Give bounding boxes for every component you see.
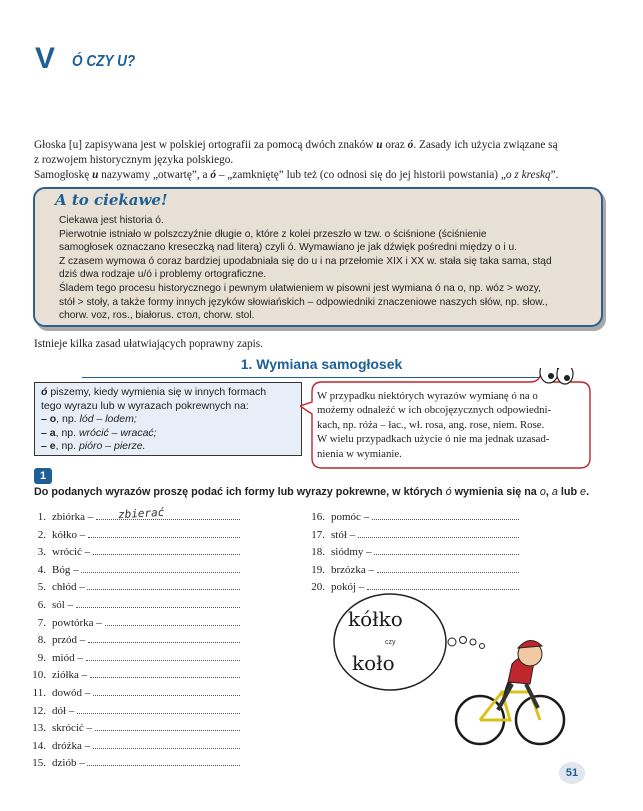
exercise-item — [26, 632, 240, 646]
word-czy: czy — [385, 639, 396, 646]
exercise-item — [26, 738, 240, 752]
item-word: miód – — [52, 651, 86, 664]
answer-line[interactable] — [93, 738, 240, 749]
intro-text: o z kreską — [505, 169, 551, 181]
rule-text: , np. — [55, 440, 79, 453]
intro-text: ”. — [550, 169, 559, 181]
intro-text: z rozwojem historycznym języka polskiego. — [34, 154, 234, 166]
item-word: siódmy – — [331, 546, 375, 559]
answer-line[interactable] — [367, 579, 519, 590]
item-number: 13. — [32, 722, 46, 735]
item-word: dróżka – — [52, 739, 93, 752]
exercise-item — [305, 509, 519, 523]
instr-letter: ó — [445, 486, 452, 498]
exercise-item — [26, 755, 240, 769]
item-word: dół – — [52, 704, 78, 717]
item-number: 12. — [32, 704, 46, 717]
answer-line[interactable] — [377, 562, 519, 573]
letter-u: u — [376, 139, 383, 151]
exercise-item — [26, 597, 240, 611]
item-word: sól – — [52, 599, 76, 611]
callout-line: dziś dwa rodzaje u/ó i problemy ortograficzne. — [59, 269, 267, 281]
answer-line[interactable] — [88, 632, 240, 643]
bubble-line: możemy odnaleźć w ich obcojęzycznych odpowiedni- — [317, 404, 552, 417]
instr-letter: o — [539, 486, 546, 498]
callout-line: Pierwotnie istniało w polszczyźnie długie o, które z kolei przeszło w tzw. o ściśnione (ściśnienie — [59, 228, 487, 240]
item-word: ziółka – — [52, 669, 90, 682]
item-word: brzózka – — [331, 563, 377, 576]
item-word: chłód – — [52, 581, 88, 594]
rule-example: pióro – pierze. — [78, 440, 146, 453]
instr-letter: a — [551, 486, 558, 498]
section-heading: 1. Wymiana samogłosek — [240, 356, 403, 372]
callout-line: Ciekawa jest historia ó. — [59, 215, 164, 226]
item-word: stół – — [331, 528, 358, 541]
rule-text: tego wyrazu lub w wyrazach pokrewnych na: — [41, 399, 249, 412]
rule-example: lód – lodem; — [79, 413, 137, 426]
intro-text: . Zasady ich użycia związane są — [413, 139, 558, 151]
letter-u: u — [92, 169, 99, 181]
answer-line[interactable] — [76, 597, 240, 608]
answer-line[interactable] — [93, 544, 240, 555]
item-word: powtórka – — [52, 616, 105, 629]
item-number: 7. — [37, 616, 46, 629]
exercise-item — [26, 562, 240, 576]
rule-example: wrócić – wracać; — [78, 426, 157, 439]
answer-line[interactable] — [374, 544, 519, 555]
word-kolo: koło — [352, 651, 395, 675]
exercise-item — [26, 703, 240, 717]
intro-text: – „zamkniętę” lub też (co odnosi się do jej historii powstania) „ — [216, 169, 506, 181]
item-number: 10. — [32, 669, 46, 682]
cyclist-icon — [456, 640, 564, 744]
answer-line[interactable] — [86, 650, 240, 661]
item-number: 2. — [37, 528, 46, 541]
chapter-letter: V — [35, 42, 56, 75]
answer-line[interactable] — [93, 685, 240, 696]
item-word: dziób – — [52, 757, 88, 770]
answer-line[interactable] — [88, 527, 240, 538]
letter-o: ó — [407, 139, 414, 151]
instr-text: wymienia się na — [451, 486, 540, 498]
item-number: 14. — [32, 739, 46, 752]
item-number: 19. — [311, 563, 325, 576]
item-number: 11. — [32, 687, 46, 699]
rule-text: piszemy, kiedy wymienia się w innych formach — [47, 386, 267, 398]
item-number: 5. — [37, 581, 46, 594]
exercise-item — [26, 667, 240, 681]
answer-line[interactable] — [95, 720, 240, 731]
answer-line[interactable] — [87, 755, 240, 766]
item-word: Bóg – — [52, 563, 82, 576]
item-number: 17. — [311, 528, 325, 541]
instr-text: , — [545, 486, 552, 498]
bubble-line: kach, np. róża – łac., wł. rosa, ang. rose, niem. Rose. — [317, 418, 545, 431]
exercise-item — [26, 615, 240, 629]
item-number: 16. — [311, 511, 325, 523]
exercise-item — [305, 562, 519, 576]
exercise-item — [305, 544, 519, 558]
answer-line[interactable] — [77, 703, 240, 714]
rules-intro: Istnieje kilka zasad ułatwiających poprawny zapis. — [34, 338, 263, 350]
item-word: skrócić – — [52, 722, 95, 735]
rule-letter: ó — [41, 386, 48, 398]
bubble-line: nienia w wymianie. — [317, 447, 402, 460]
item-word: zbiórka – — [52, 511, 96, 523]
callout-line: stół > stoły, a także formy innych języków słowiańskich – odpowiedniki znaczeniowe naszych słów, np. słow., — [59, 296, 548, 308]
rule-text: , np. — [56, 413, 80, 426]
rule-vowel: – e — [41, 440, 56, 453]
rule-text: , np. — [55, 426, 79, 439]
callout-line: samogłosek oznaczano kreseczką nad literą) czyli ó. Wymawiano je jak dźwięk pośredni między o i u. — [59, 242, 517, 254]
exercise-item — [26, 685, 240, 699]
rule-vowel: – o — [41, 413, 57, 426]
letter-o: ó — [210, 169, 216, 181]
bubble-line: W przypadku niektórych wyrazów wymianę ó na o — [317, 390, 538, 402]
exercise-number: 1 — [34, 468, 52, 484]
intro-text: oraz — [382, 139, 408, 151]
answer-line[interactable] — [81, 562, 240, 573]
item-number: 1. — [37, 511, 46, 523]
rule-box — [34, 382, 302, 456]
item-number: 9. — [37, 651, 46, 664]
callout-line: Śladem tego procesu historycznego i pewnym ułatwieniem w pisowni jest wymiana ó na o, np. wóz > wozy, — [59, 282, 541, 294]
exercise-item — [26, 720, 240, 734]
item-word: kółko – — [52, 528, 89, 541]
intro-text: Samogłoskę — [34, 169, 93, 181]
instr-letter: e — [580, 486, 587, 498]
answer-line[interactable] — [358, 527, 519, 538]
callout-body — [59, 214, 589, 323]
exercise-item — [26, 544, 240, 558]
bubble-line: W wielu przypadkach użycie ó nie ma jednak uzasad- — [317, 433, 550, 446]
intro-text: Głoska [u] zapisywana jest w polskiej ortografii za pomocą dwóch znaków — [34, 139, 377, 151]
rule-vowel: – a — [41, 426, 56, 439]
item-number: 20. — [311, 581, 325, 594]
cyclist-illustration — [330, 592, 600, 754]
item-word: pomóc – — [331, 511, 372, 523]
exercise-item — [26, 527, 240, 541]
handwritten-answer: zbierać — [117, 505, 165, 522]
answer-line[interactable] — [90, 667, 240, 678]
page-number: 51 — [559, 762, 585, 784]
instr-text: Do podanych wyrazów proszę podać ich formy lub wyrazy pokrewne, w których — [34, 486, 446, 498]
exercise-item — [26, 650, 240, 664]
callout-line: chorw. voz, ros., białorus. стол, chorw. stol. — [59, 310, 255, 322]
callout-line: Z czasem wymowa ó coraz bardziej upodabniała się do u i na przełomie XIX i XX w. stała się taka sama, stąd — [59, 255, 552, 267]
intro-text: nazywamy „otwartę”, a — [98, 169, 211, 181]
answer-line[interactable] — [372, 509, 519, 520]
fun-fact-callout — [33, 187, 603, 327]
bubble-text — [317, 389, 582, 461]
intro-paragraph — [34, 138, 594, 183]
answer-line[interactable] — [105, 615, 240, 626]
word-kolko: kółko — [348, 607, 403, 631]
answer-line[interactable] — [87, 579, 240, 590]
item-number: 18. — [311, 546, 325, 559]
chapter-title: Ó CZY U? — [72, 53, 136, 70]
item-number: 6. — [37, 599, 46, 611]
item-number: 15. — [32, 757, 46, 770]
item-number: 8. — [37, 634, 46, 647]
exercise-item — [26, 579, 240, 593]
item-word: przód – — [52, 634, 89, 647]
instr-text: . — [586, 486, 590, 498]
item-number: 3. — [37, 546, 46, 559]
callout-title: A to ciekawe! — [55, 191, 168, 209]
exercise-instruction — [34, 486, 604, 498]
item-number: 4. — [37, 563, 46, 576]
item-word: dowód – — [52, 687, 93, 699]
item-word: wrócić – — [52, 546, 93, 559]
item-word: pokój – — [331, 581, 368, 594]
instr-text: lub — [557, 486, 581, 498]
exercise-item — [305, 527, 519, 541]
